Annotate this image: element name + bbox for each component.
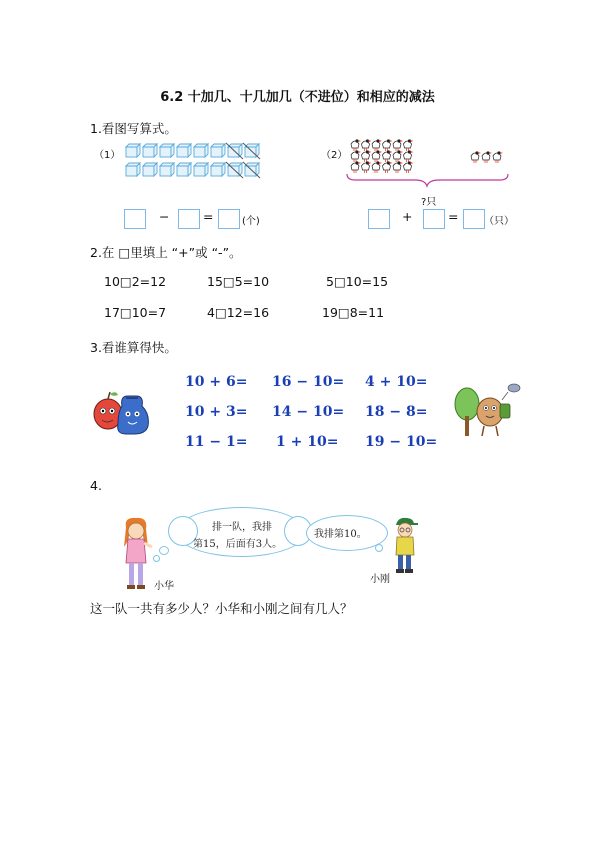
cloud-dot <box>153 555 160 562</box>
q1-heading: 1.看图写算式。 <box>90 121 177 136</box>
duck <box>351 139 361 151</box>
duck <box>393 161 403 173</box>
calc-item: 16 − 10= <box>272 374 345 390</box>
boy-name: 小刚 <box>370 574 390 585</box>
brace <box>347 174 508 186</box>
cube <box>243 162 260 178</box>
calc-item: 10 + 6= <box>185 374 248 390</box>
cube <box>126 144 140 157</box>
bubble-left-line2: 第15，后面有3人。 <box>193 539 283 550</box>
plus-sign: + <box>402 209 413 224</box>
q2-item: 10□2=12 <box>104 274 167 289</box>
duck <box>372 139 382 151</box>
calc-item: 19 − 10= <box>365 434 438 450</box>
duck <box>372 150 382 162</box>
unit-label: （只） <box>484 216 514 227</box>
apple-bag-illustration <box>92 386 150 436</box>
q2-item: 15□5=10 <box>207 274 270 289</box>
duck <box>351 150 361 162</box>
duck <box>383 139 393 151</box>
duck <box>362 161 372 173</box>
q4-heading: 4. <box>90 478 102 493</box>
cube <box>160 163 174 176</box>
cloud-dot <box>375 544 383 552</box>
calc-item: 14 − 10= <box>272 404 345 420</box>
calc-item: 11 − 1= <box>185 434 248 450</box>
cube <box>194 144 208 157</box>
answer-box[interactable] <box>463 209 485 229</box>
duck <box>404 161 414 173</box>
cube <box>177 163 191 176</box>
duck <box>471 151 481 163</box>
cube <box>177 144 191 157</box>
equals-sign: = <box>203 209 214 224</box>
calc-item: 1 + 10= <box>276 434 339 450</box>
bubble-right-text: 我排第10。 <box>314 529 367 540</box>
duck <box>482 151 492 163</box>
answer-box[interactable] <box>218 209 240 229</box>
cube <box>226 162 243 178</box>
brace-label: ?只 <box>421 197 437 208</box>
boy-illustration <box>390 517 420 575</box>
duck <box>393 139 403 151</box>
girl-name: 小华 <box>154 581 174 592</box>
q4-question: 这一队一共有多少人？小华和小刚之间有几人？ <box>90 601 353 616</box>
duck <box>493 151 503 163</box>
cubes-illustration <box>126 141 266 177</box>
q2-item: 4□12=16 <box>207 305 270 320</box>
q2-heading: 2.在 □里填上 “+”或 “-”。 <box>90 245 242 260</box>
duck <box>404 150 414 162</box>
girl-illustration <box>118 517 158 593</box>
duck <box>383 161 393 173</box>
cube <box>194 163 208 176</box>
calc-item: 18 − 8= <box>365 404 428 420</box>
q1-part1-label: （1） <box>94 150 121 161</box>
minus-sign: − <box>159 209 170 224</box>
answer-box[interactable] <box>124 209 146 229</box>
duck <box>404 139 414 151</box>
duck <box>362 139 372 151</box>
answer-box[interactable] <box>368 209 390 229</box>
answer-box[interactable] <box>178 209 200 229</box>
duck <box>362 150 372 162</box>
q3-heading: 3.看谁算得快。 <box>90 340 177 355</box>
q1-part2-label: （2） <box>321 150 348 161</box>
bubble-left-line1: 排一队，我排 <box>212 522 272 533</box>
cube <box>143 144 157 157</box>
unit-label: (个) <box>242 216 260 227</box>
cube <box>126 163 140 176</box>
cube <box>226 143 243 159</box>
q2-item: 5□10=15 <box>326 274 389 289</box>
cloud-dot <box>159 546 169 555</box>
equals-sign: = <box>448 209 459 224</box>
page-title: 6.2 十加几、十几加几（不进位）和相应的减法 <box>160 90 435 105</box>
duck <box>393 150 403 162</box>
calc-item: 10 + 3= <box>185 404 248 420</box>
calc-item: 4 + 10= <box>365 374 428 390</box>
cube <box>243 143 260 159</box>
cube <box>211 163 225 176</box>
q2-item: 17□10=7 <box>104 305 167 320</box>
duck <box>372 161 382 173</box>
q2-item: 19□8=11 <box>322 305 385 320</box>
cube <box>160 144 174 157</box>
cube <box>143 163 157 176</box>
cube <box>211 144 225 157</box>
tree-character-illustration <box>452 380 527 438</box>
duck <box>351 161 361 173</box>
answer-box[interactable] <box>423 209 445 229</box>
duck <box>383 150 393 162</box>
